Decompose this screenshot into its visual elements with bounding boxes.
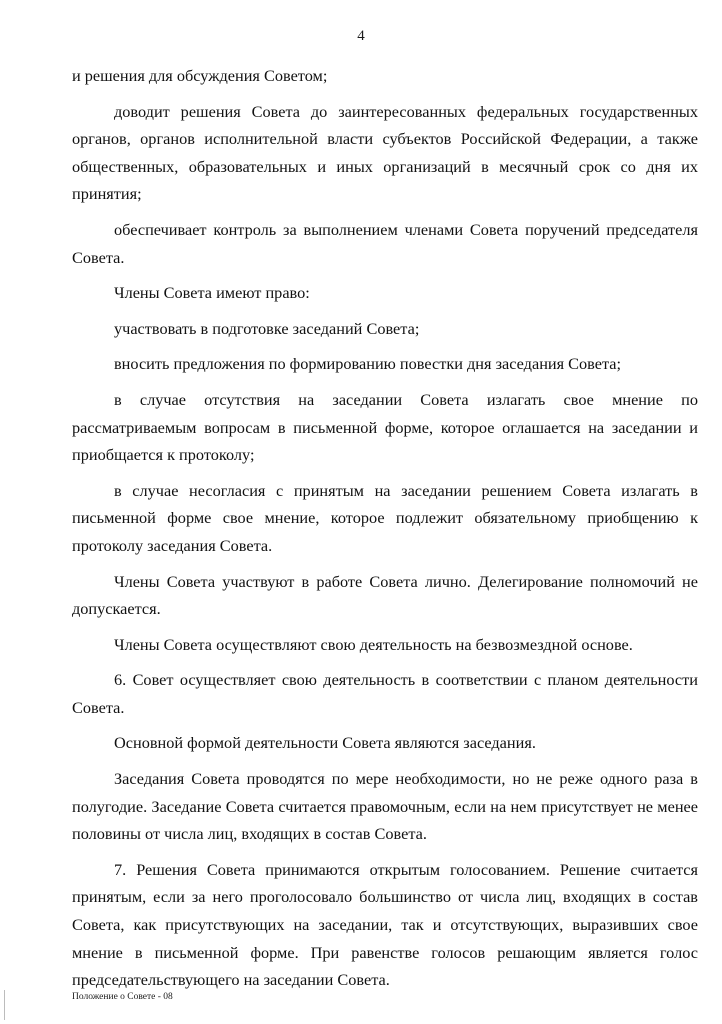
paragraph: 7. Решения Совета принимаются открытым голосованием. Решение считается принятым, если за него проголосовало большинство от числа лиц, входящих в состав Совета, как присутствующих на заседании, так и отсутствующих, выразивших свое мнение в письменной форме. При равенстве голосов решающим является голос председательствующего на заседании Совета. xyxy=(72,859,698,990)
paragraph: в случае отсутствия на заседании Совета излагать свое мнение по рассматриваемым вопросам в письменной форме, которое оглашается на заседании и приобщается к протоколу; xyxy=(72,389,698,465)
paragraph: обеспечивает контроль за выполнением членами Совета поручений председателя Совета. xyxy=(72,219,698,267)
paragraph: Члены Совета участвуют в работе Совета лично. Делегирование полномочий не допускается. xyxy=(72,571,698,619)
scan-edge-mark xyxy=(4,990,5,1020)
paragraph: в случае несогласия с принятым на заседании решением Совета излагать в письменной форме свое мнение, которое подлежит обязательному приобщению к протоколу заседания Совета. xyxy=(72,480,698,555)
paragraph: вносить предложения по формированию повестки дня заседания Совета; xyxy=(114,354,622,374)
document-body xyxy=(72,62,698,994)
page-number: 4 xyxy=(357,28,365,44)
paragraph: Члены Совета осуществляют свою деятельность на безвозмездной основе. xyxy=(114,634,633,654)
footer-document-id: Положение о Совете - 08 xyxy=(72,992,173,1002)
paragraph: Основной формой деятельности Совета являются заседания. xyxy=(114,733,536,753)
paragraph: доводит решения Совета до заинтересованных федеральных государственных органов, органов исполнительной власти субъектов Российской Федерации, а также общественных, образовательных и иных организаций в месячный срок со дня их принятия; xyxy=(72,101,698,204)
paragraph: участвовать в подготовке заседаний Совета; xyxy=(114,318,420,338)
paragraph: Члены Совета имеют право: xyxy=(114,283,310,303)
paragraph: и решения для обсуждения Советом; xyxy=(72,66,328,85)
paragraph: Заседания Совета проводятся по мере необходимости, но не реже одного раза в полугодие. Заседание Совета считается правомочным, если на нем присутствует не менее половины от числа лиц, входящих в состав Совета. xyxy=(72,769,698,844)
paragraph: 6. Совет осуществляет свою деятельность в соответствии с планом деятельности Совета. xyxy=(72,670,698,717)
